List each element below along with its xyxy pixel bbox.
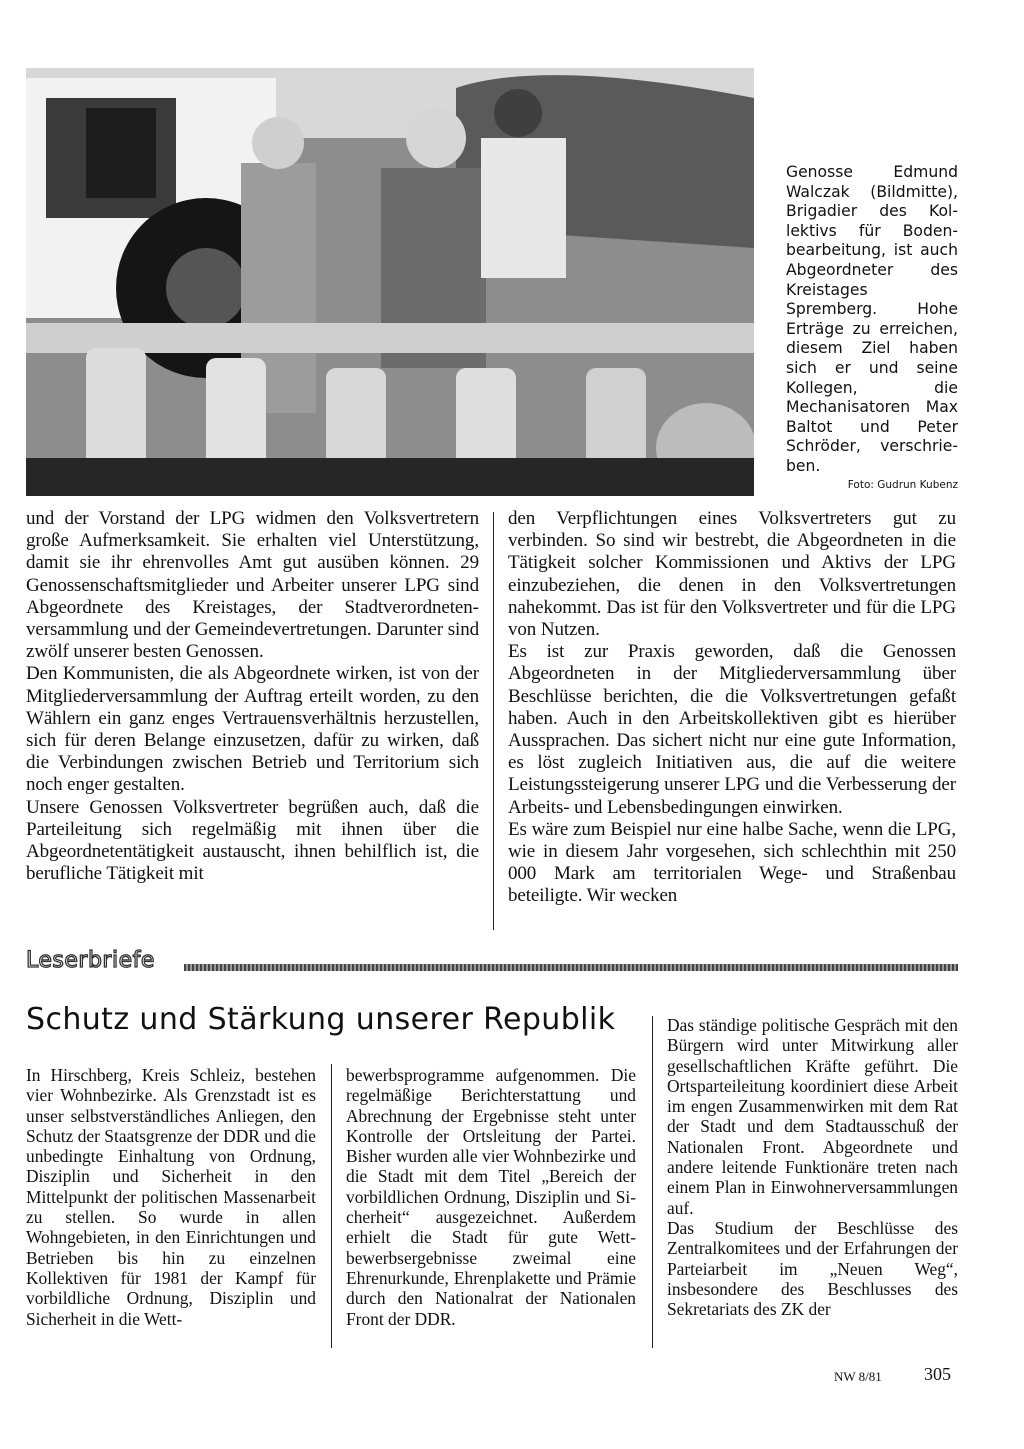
photo-illustration (26, 68, 754, 496)
paragraph: In Hirschberg, Kreis Schleiz, bestehen vier Wohnbezirke. Als Grenzstadt ist es unser selbstverständliches Anliegen, den Schutz der Staatsgrenze der DDR und die unbedingte Einhaltung von Ordnung, Disziplin und Sicherheit in den Mittelpunkt der politischen Massenarbeit zu stellen. So wurde in allen Wohngebieten, in den Einrichtungen und Betrieben bis hin zu einzelnen Kollektiven für 1981 der Kampf für vorbildliche Ordnung, Disziplin und Sicherheit in die Wett- (26, 1065, 316, 1329)
letter-column-3 (667, 1015, 958, 1319)
issue-label: NW 8/81 (834, 1369, 882, 1384)
paragraph: Den Kommunisten, die als Abgeordnete wirken, ist von der Mitgliederversammlung der Auftrag erteilt worden, zu den Wählern ein ganz enges Vertrauensverhältnis herzustellen, sich für deren Belange einzusetzen, dafür zu wirken, daß die Verbindungen zwischen Betrieb und Territorium sich noch enger gestalten. (26, 663, 479, 796)
paragraph: Das Studium der Beschlüsse des Zentralkomitees und der Erfahrungen der Parteiarbeit im „Neuen Weg“, insbesondere des Beschlusses des Sekretariats des ZK der (667, 1217, 958, 1320)
paragraph: den Verpflichtungen eines Volksvertreters gut zu verbinden. So sind wir bestrebt, die Abgeordneten in die Tätigkeit solcher Kommissionen und Aktivs der LPG einzubeziehen, die denen in den Volksvertretungen nahekommt. Das ist für den Volksvertreter und für die LPG von Nutzen. (508, 508, 956, 641)
photo-caption: Genosse Edmund Walczak (Bildmitte), Brigadier des Kollektivs für Bodenbearbeitung, ist auch Abgeordneter des Kreistages Spremberg. Hohe Erträge zu erreichen, diesem Ziel haben sich er und seine Kollegen, die Mechanisatoren Max Baltot und Peter Schröder, verschrieben. (786, 163, 958, 475)
paragraph: Es wäre zum Beispiel nur eine halbe Sache, wenn die LPG, wie in diesem Jahr vorgesehen, sich schlechthin mit 250 000 Mark am territorialen Wege- und Straßenbau beteiligte. Wir wecken (508, 818, 956, 907)
letter-headline: Schutz und Stärkung unserer Republik (26, 1002, 616, 1037)
paragraph: und der Vorstand der LPG widmen den Volksvertretern große Aufmerksamkeit. Sie erhalten viel Unterstützung, damit sie ihr ehrenvolles Amt gut ausüben können. 29 Genossenschaftsmitglieder und Arbeiter unserer LPG sind Abgeordnete des Kreistages, der Stadtverordnetenversammlung und der Gemeindevertretungen. Darunter sind zwölf unserer besten Genossen. (26, 508, 479, 663)
paragraph: Das ständige politische Gespräch mit den Bürgern wird unter Mitwirkung aller gesellschaftlichen Kräfte geführt. Die Ortsparteileitung koordiniert diese Arbeit im engen Zusammenwirken mit dem Rat der Stadt und dem Stadtausschuß der Nationalen Front. Abgeordnete und andere leitende Funktionäre treten nach einem Plan in Einwohnerversammlungen auf. (667, 1015, 958, 1218)
letter-column-2 (346, 1065, 636, 1329)
photo-credit: Foto: Gudrun Kubenz (847, 479, 958, 491)
paragraph: Es ist zur Praxis geworden, daß die Genossen Abgeordneten in der Mitgliederversammlung über Beschlüsse berichten, die die Volksvertretungen gefaßt haben. Auch in den Arbeitskollektiven gibt es hierüber Aussprachen. Das sichert nicht nur eine gute Information, es löst zugleich Initiativen aus, die auf die weitere Leistungssteigerung unserer LPG und die Verbesserung der Arbeits- und Lebensbedingungen einwirken. (508, 641, 956, 818)
rubric-rule (184, 964, 958, 971)
article-column-right (508, 508, 956, 908)
column-divider (652, 1016, 653, 1348)
section-rubric: Leserbriefe (26, 948, 155, 973)
column-divider (493, 512, 494, 930)
article-column-left (26, 508, 479, 885)
paragraph: bewerbsprogramme aufgenommen. Die regelmäßige Berichterstattung und Abrechnung der Ergebnisse steht unter Kontrolle der Ortsleitung der Partei. Bisher wurden alle vier Wohnbezirke und die Stadt mit dem Titel „Bereich der vorbildlichen Ordnung, Disziplin und Sicherheit“ ausgezeichnet. Außerdem erhielt die Stadt für gute Wettbewerbsergebnisse zweimal eine Ehrenurkunde, Ehrenplakette und Prämie durch den Nationalrat der Nationalen Front der DDR. (346, 1065, 636, 1329)
page-number: 305 (924, 1364, 951, 1384)
photo-farm-workers-plough (26, 68, 754, 496)
paragraph: Unsere Genossen Volksvertreter begrüßen auch, daß die Parteileitung sich regelmäßig mit ihnen über die Abgeordnetentätigkeit austauscht, ihnen behilflich ist, die berufliche Tätigkeit mit (26, 796, 479, 885)
letter-column-1 (26, 1065, 316, 1329)
column-divider (331, 1064, 332, 1348)
